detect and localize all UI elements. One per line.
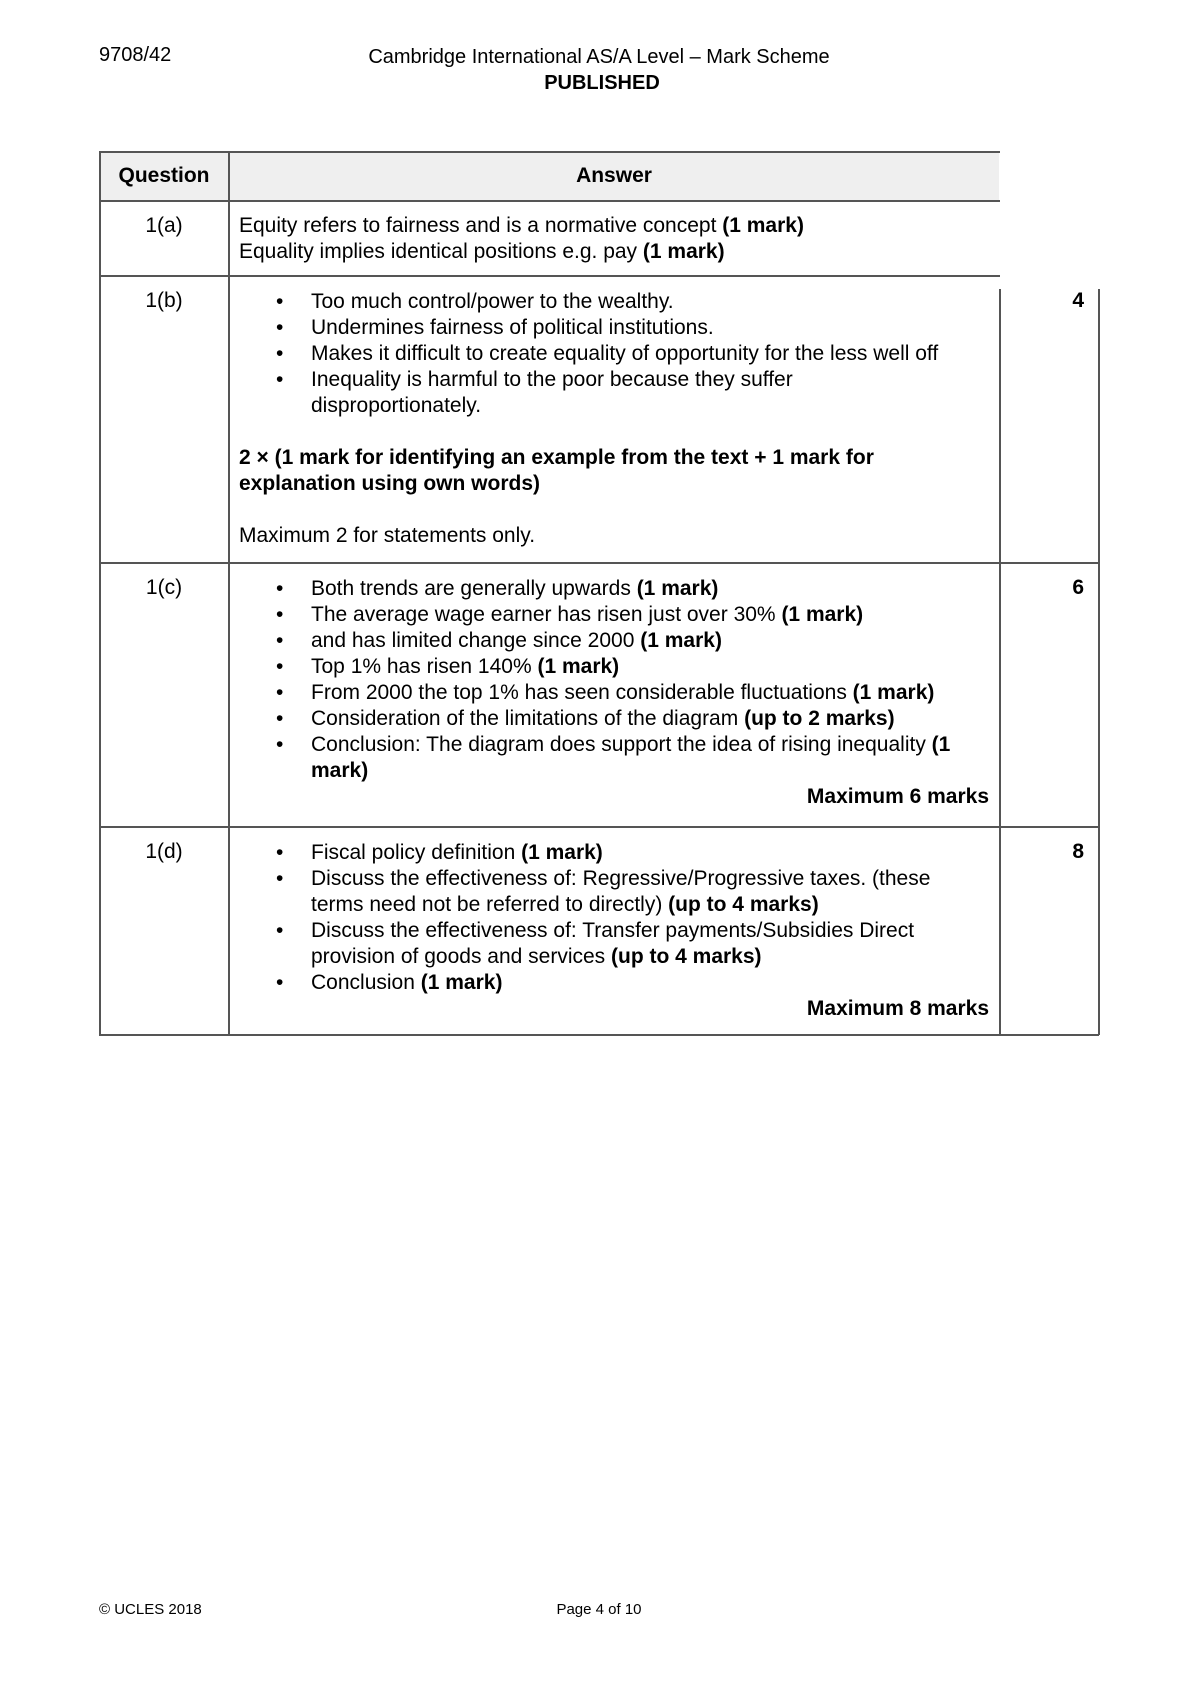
list-item: • From 2000 the top 1% has seen considerable fluctuations (1 mark) (239, 680, 989, 706)
maximum-marks: Maximum 8 marks (806, 997, 989, 1020)
list-item: • Top 1% has risen 140% (1 mark) (239, 654, 989, 680)
list-item: • Too much control/power to the wealthy. (239, 289, 989, 315)
column-header-answer: Answer (229, 152, 999, 200)
document-title: Cambridge International AS/A Level – Mark Scheme (368, 46, 830, 68)
answer-1c (239, 576, 989, 810)
marks-value: 4 (1072, 289, 1084, 312)
list-item: • Inequality is harmful to the poor because they suffer disproportionately. (239, 367, 839, 419)
list-item: • Consideration of the limitations of the diagram (up to 2 marks) (239, 706, 989, 732)
list-item: • Discuss the effectiveness of: Transfer payments/Subsidies Direct provision of goods and services (up to 4 marks) (239, 918, 959, 970)
list-item: • Conclusion (1 mark) (239, 970, 989, 996)
question-number: 1(c) (145, 576, 183, 599)
marks-value: 6 (1072, 576, 1084, 599)
marking-note: 2 × (1 mark for identifying an example from the text + 1 mark for explanation using own words) (239, 446, 874, 495)
bullet-list (239, 289, 989, 419)
page-number: Page 4 of 10 (556, 1601, 642, 1618)
list-item: • and has limited change since 2000 (1 mark) (239, 628, 989, 654)
question-number: 1(a) (145, 214, 183, 237)
answer-line: Equality implies identical positions e.g. pay (1 mark) (239, 240, 725, 263)
question-number: 1(d) (145, 840, 183, 863)
bullet-list (239, 576, 989, 784)
list-item: • Fiscal policy definition (1 mark) (239, 840, 989, 866)
document-header (0, 44, 1190, 96)
list-item: • Both trends are generally upwards (1 mark) (239, 576, 989, 602)
maximum-note: Maximum 2 for statements only. (239, 524, 536, 547)
list-item: • Discuss the effectiveness of: Regressive/Progressive taxes. (these terms need not be referred to directly) (up to 4 marks) (239, 866, 959, 918)
document-status: PUBLISHED (544, 72, 660, 94)
answer-1d (239, 840, 989, 1022)
maximum-marks: Maximum 6 marks (806, 785, 989, 808)
list-item: • The average wage earner has risen just over 30% (1 mark) (239, 602, 989, 628)
copyright: © UCLES 2018 (99, 1601, 202, 1618)
marks-value: 8 (1072, 840, 1084, 863)
answer-1b (239, 289, 989, 549)
list-item: • Makes it difficult to create equality of opportunity for the less well off (239, 341, 989, 367)
column-header-question: Question (100, 152, 228, 200)
answer-line: Equity refers to fairness and is a normative concept (1 mark) (239, 214, 804, 237)
document-code: 9708/42 (99, 44, 172, 66)
list-item: • Undermines fairness of political institutions. (239, 315, 989, 341)
question-number: 1(b) (145, 289, 183, 312)
bullet-list (239, 840, 989, 996)
answer-1a (239, 213, 989, 265)
list-item: • Conclusion: The diagram does support the idea of rising inequality (1 mark) (239, 732, 989, 784)
